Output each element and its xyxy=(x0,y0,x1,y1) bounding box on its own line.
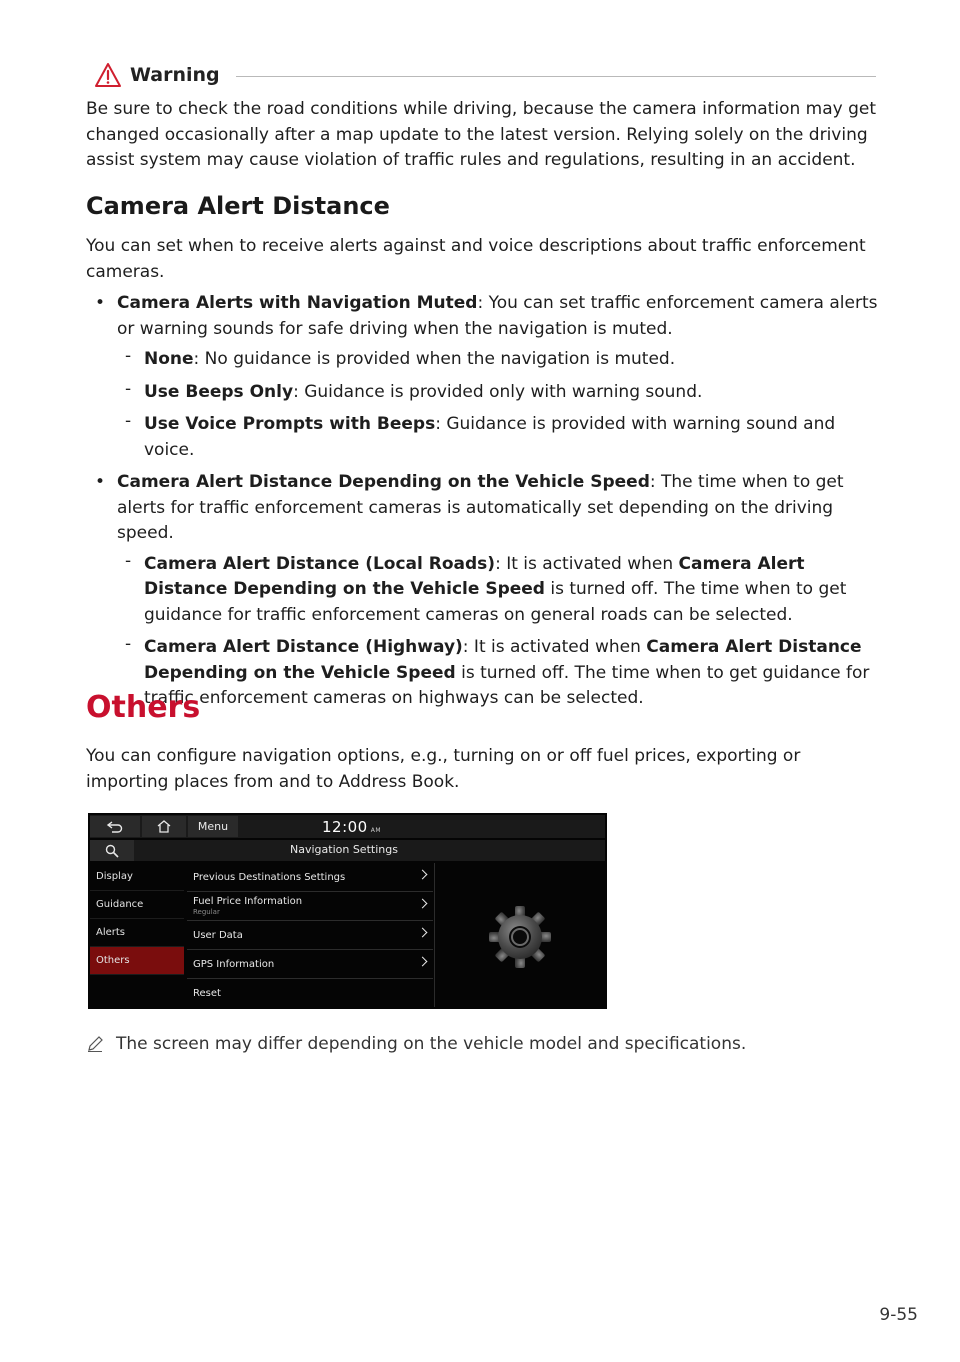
row-label: User Data xyxy=(193,929,243,941)
page-number: 9-55 xyxy=(879,1305,918,1325)
gear-icon xyxy=(488,905,552,969)
suboption-term: Camera Alert Distance (Local Roads) xyxy=(144,553,496,574)
suboption-ref: Camera Alert Distance Depending on the Vehicle Speed xyxy=(144,637,862,683)
option-desc: : You can set traffic enforcement camera alerts or warning sounds for safe driving when the navigation is muted. xyxy=(117,293,878,339)
row-reset[interactable] xyxy=(187,979,433,1008)
screen-top-bar xyxy=(90,815,605,838)
row-fuel-price[interactable] xyxy=(187,892,433,921)
option-term: Camera Alerts with Navigation Muted xyxy=(117,293,478,313)
screen-title-bar xyxy=(90,840,605,861)
search-button[interactable] xyxy=(90,840,134,861)
others-intro: You can configure navigation options, e.g., turning on or off fuel prices, exporting or importing places from and to Address Book. xyxy=(86,746,801,792)
home-icon xyxy=(157,820,171,833)
row-label: Reset xyxy=(193,988,221,999)
suboption-desc: : No guidance is provided when the navigation is muted. xyxy=(193,349,676,369)
clock xyxy=(322,818,381,836)
warning-title: Warning xyxy=(130,64,220,86)
row-label: Previous Destinations Settings xyxy=(193,871,346,883)
settings-sidebar xyxy=(90,863,184,1007)
dash-marker: - xyxy=(125,634,132,654)
clock-ampm: AM xyxy=(370,827,382,834)
muted-suboptions xyxy=(86,347,878,463)
suboption-term: None xyxy=(144,349,194,369)
suboption-desc-end: is turned off. The time when to get guidance for traffic enforcement cameras on general roads can be selected. xyxy=(144,579,847,625)
list-divider xyxy=(434,863,435,1007)
row-label: Fuel Price Information xyxy=(193,896,303,907)
warning-divider xyxy=(236,76,876,77)
bullet-camera-alerts-muted xyxy=(86,291,878,342)
suboption-desc: : Guidance is provided only with warning sound. xyxy=(293,381,703,402)
dash-marker: - xyxy=(125,346,132,366)
row-user-data[interactable] xyxy=(187,921,433,950)
suboption-term: Use Voice Prompts with Beeps xyxy=(144,414,436,434)
speed-suboptions xyxy=(86,552,878,712)
camera-alert-intro: You can set when to receive alerts against and voice descriptions about traffic enforcement cameras. xyxy=(86,236,866,282)
option-term: Camera Alert Distance Depending on the Vehicle Speed xyxy=(117,472,650,492)
note-text: The screen may differ depending on the vehicle model and specifications. xyxy=(116,1034,747,1054)
sidebar-item-display[interactable]: Display xyxy=(90,863,184,891)
suboption-term: Use Beeps Only xyxy=(144,381,294,402)
suboption-desc: : It is activated when xyxy=(495,553,679,574)
dash-marker: - xyxy=(125,550,132,571)
suboption-none xyxy=(86,347,878,373)
screen-title: Navigation Settings xyxy=(290,843,398,856)
suboption-beeps-only xyxy=(86,380,878,406)
warning-icon xyxy=(94,62,122,88)
search-icon xyxy=(105,844,119,858)
clock-time: 12:00 xyxy=(322,818,368,836)
bullet-alert-distance-speed xyxy=(86,470,878,547)
suboption-local-roads xyxy=(86,552,878,629)
warning-text: Be sure to check the road conditions while driving, because the camera information may get changed occasionally after a map update to the latest version. Relying solely on the driving assist system may cause violation of traffic rules and regulations, resulting in an accident. xyxy=(86,99,877,170)
dash-marker: - xyxy=(125,411,132,431)
bullet-dot: • xyxy=(95,293,106,313)
screen-note xyxy=(86,1032,876,1058)
row-previous-destinations[interactable] xyxy=(187,863,433,892)
suboption-desc-end: is turned off. The time when to get guidance for traffic enforcement cameras on highways can be selected. xyxy=(144,662,870,708)
camera-alert-options xyxy=(86,291,878,719)
navigation-settings-screenshot xyxy=(88,813,607,1009)
suboption-voice-prompts xyxy=(86,412,878,463)
back-icon xyxy=(106,821,124,833)
suboption-desc: : Guidance is provided with warning sound and voice. xyxy=(144,414,836,460)
menu-button[interactable]: Menu xyxy=(188,816,238,837)
others-heading: Others xyxy=(86,690,201,725)
pencil-icon xyxy=(86,1035,104,1053)
back-button[interactable] xyxy=(90,816,140,837)
suboption-highway xyxy=(86,635,878,712)
row-value: Regular xyxy=(193,908,220,916)
warning-header xyxy=(86,60,876,90)
sidebar-item-others[interactable]: Others xyxy=(90,947,184,975)
row-gps-information[interactable] xyxy=(187,950,433,979)
suboption-desc: : It is activated when xyxy=(462,637,647,657)
sidebar-item-guidance[interactable]: Guidance xyxy=(90,891,184,919)
home-button[interactable] xyxy=(142,816,186,837)
camera-alert-heading: Camera Alert Distance xyxy=(86,192,390,220)
row-label: GPS Information xyxy=(193,958,275,970)
dash-marker: - xyxy=(125,378,132,399)
suboption-ref: Camera Alert Distance Depending on the Vehicle Speed xyxy=(144,553,805,599)
bullet-dot: • xyxy=(95,472,106,492)
sidebar-item-alerts[interactable]: Alerts xyxy=(90,919,184,947)
suboption-term: Camera Alert Distance (Highway) xyxy=(144,637,463,657)
settings-list xyxy=(187,863,433,1007)
option-desc: : The time when to get alerts for traffic enforcement cameras is automatically set depending on the driving speed. xyxy=(117,472,844,543)
